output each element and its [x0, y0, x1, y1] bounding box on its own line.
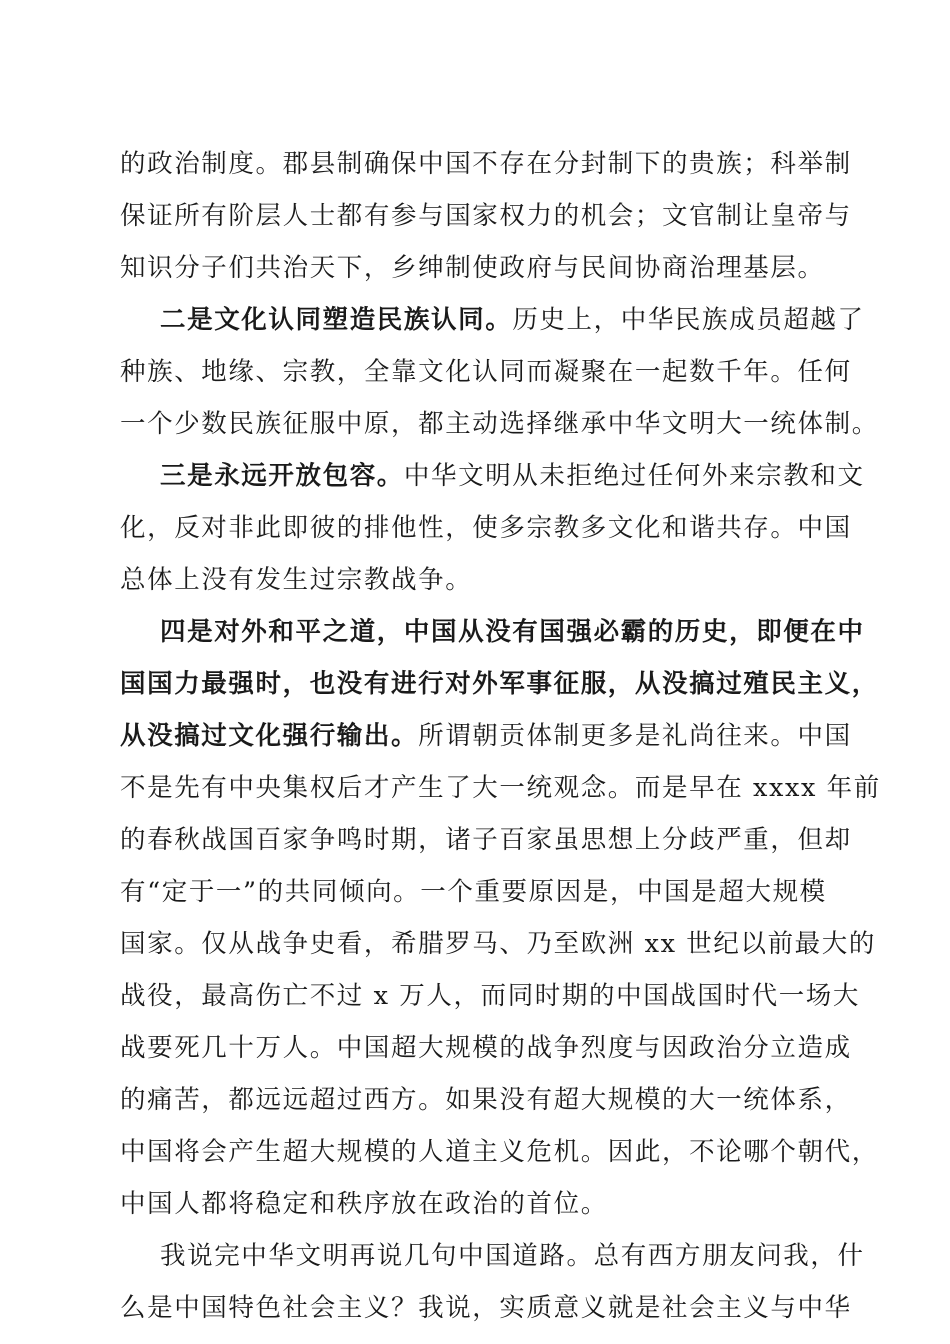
- text-line: 总体上没有发生过宗教战争。: [120, 565, 473, 595]
- text-line: 的痛苦，都远远超过西方。如果没有超大规模的大一统体系，: [120, 1085, 852, 1115]
- paragraph-lead: 三是永远开放包容。: [160, 461, 404, 491]
- text-line: 么是中国特色社会主义？我说，实质意义就是社会主义与中华: [120, 1293, 852, 1323]
- text-line: 战役，最高伤亡不过 x 万人，而同时期的中国战国时代一场大: [120, 981, 860, 1011]
- text-line: 国家。仅从战争史看，希腊罗马、乃至欧洲 xx 世纪以前最大的: [120, 929, 876, 959]
- text-line-bold: 四是对外和平之道，中国从没有国强必霸的历史，即便在中: [160, 617, 865, 647]
- document-body: [120, 138, 881, 1334]
- text-line: 中国人都将稳定和秩序放在政治的首位。: [120, 1189, 608, 1219]
- text-line: 保证所有阶层人士都有参与国家权力的机会；文官制让皇帝与: [120, 201, 852, 231]
- text-line: 我说完中华文明再说几句中国道路。总有西方朋友问我，什: [160, 1241, 865, 1271]
- text-line: [120, 294, 865, 346]
- text-line: 知识分子们共治天下，乡绅制使政府与民间协商治理基层。: [120, 253, 825, 283]
- paragraph: [120, 294, 879, 450]
- text-line-bold: 国国力最强时，也没有进行对外军事征服，从没搞过殖民主义，: [120, 669, 879, 699]
- paragraph: [120, 450, 865, 606]
- text-span: 中华文明从未拒绝过任何外来宗教和文: [403, 461, 865, 491]
- text-line: 的政治制度。郡县制确保中国不存在分封制下的贵族；科举制: [120, 149, 852, 179]
- text-line: 中国将会产生超大规模的人道主义危机。因此，不论哪个朝代，: [120, 1137, 879, 1167]
- text-span: 历史上，中华民族成员超越了: [512, 305, 865, 335]
- text-line: 化，反对非此即彼的排他性，使多宗教多文化和谐共存。中国: [120, 513, 852, 543]
- text-line: 一个少数民族征服中原，都主动选择继承中华文明大一统体制。: [120, 409, 879, 439]
- text-line: 种族、地缘、宗教，全靠文化认同而凝聚在一起数千年。任何: [120, 357, 852, 387]
- paragraph: [120, 606, 881, 1230]
- paragraph-lead: 二是文化认同塑造民族认同。: [160, 305, 513, 335]
- text-span: 所谓朝贡体制更多是礼尚往来。中国: [418, 721, 852, 751]
- paragraph: [120, 1230, 865, 1334]
- text-line: 的春秋战国百家争鸣时期，诸子百家虽思想上分歧严重，但却: [120, 825, 852, 855]
- text-line: 不是先有中央集权后才产生了大一统观念。而是早在 xxxx 年前: [120, 773, 881, 803]
- paragraph: [120, 138, 852, 294]
- paragraph-lead: 从没搞过文化强行输出。: [120, 721, 419, 751]
- text-line: 战要死几十万人。中国超大规模的战争烈度与因政治分立造成: [120, 1033, 852, 1063]
- text-line: 有“定于一”的共同倾向。一个重要原因是，中国是超大规模: [120, 877, 827, 907]
- text-line: [120, 450, 865, 502]
- text-line: [120, 710, 852, 762]
